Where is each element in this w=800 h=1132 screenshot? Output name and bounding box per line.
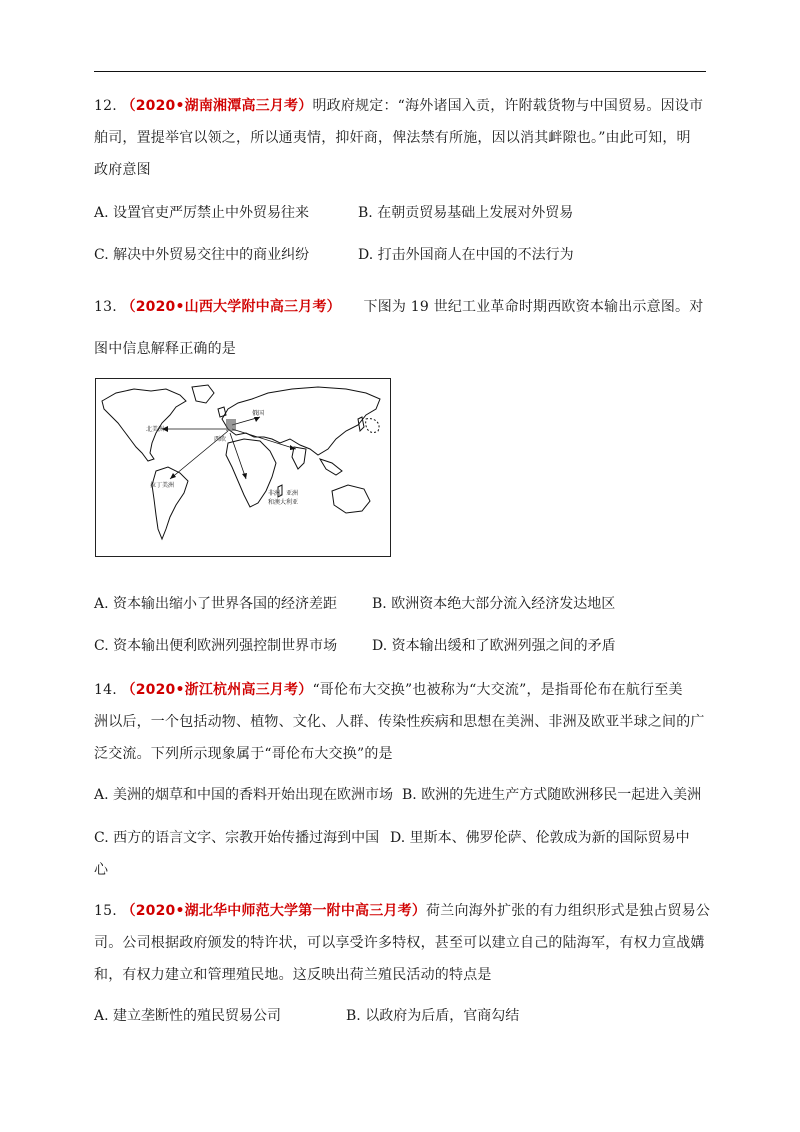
q13-option-c[interactable]: C. 资本输出便利欧洲列强控制世界市场 (94, 638, 338, 654)
uk-outline (218, 407, 226, 417)
q12-stem-line-1 (94, 96, 703, 116)
q12-option-a[interactable]: A. 设置官吏严厉禁止中外贸易往来 (94, 205, 310, 221)
q14-source: （2020•浙江杭州高三月考） (121, 682, 313, 698)
q14-stem-line-2: 洲以后，一个包括动物、植物、文化、人群、传染性疾病和思想在美洲、非洲及欧亚半球之间的广 (94, 714, 705, 730)
greenland-outline (192, 385, 214, 403)
map-label-latin-america: 拉丁美洲 (150, 482, 175, 489)
se-asia-outline (320, 459, 342, 475)
q13-option-d[interactable]: D. 资本输出缓和了欧洲列强之间的矛盾 (372, 638, 616, 654)
header-rule (94, 71, 706, 72)
q13-option-b[interactable]: B. 欧洲资本绝大部分流入经济发达地区 (372, 596, 616, 612)
q13-option-a[interactable]: A. 资本输出缩小了世界各国的经济差距 (94, 596, 338, 612)
arrowhead-africa (242, 473, 247, 479)
q14-option-d-continued: 心 (94, 862, 108, 878)
arrow-to-asia (232, 429, 296, 449)
dashed-region (366, 419, 379, 433)
q12-text-1: 明政府规定：“海外诸国入贡，许附载货物与中国贸易。因设市 (312, 98, 704, 114)
q15-source: （2020•湖北华中师范大学第一附中高三月考） (121, 903, 427, 919)
q13-stem-line-1 (94, 297, 703, 317)
map-label-europe: 西欧 (214, 436, 227, 443)
q12-option-d[interactable]: D. 打击外国商人在中国的不法行为 (358, 247, 574, 263)
south-america-outline (152, 467, 188, 539)
map-label-north-america: 北美洲 (146, 426, 165, 433)
australia-outline (332, 485, 370, 513)
q12-stem-line-2: 舶司，置提举官以领之，所以通夷情，抑奸商，俾法禁有所施，因以消其衅隙也。”由此可知，明 (94, 130, 691, 146)
q12-option-b[interactable]: B. 在朝贡贸易基础上发展对外贸易 (358, 205, 574, 221)
q13-source: （2020•山西大学附中高三月考） (121, 299, 341, 315)
q15-stem-line-3: 和，有权力建立和管理殖民地。这反映出荷兰殖民活动的特点是 (94, 967, 492, 983)
q14-option-a[interactable]: A. 美洲的烟草和中国的香料开始出现在欧洲市场 (94, 787, 394, 803)
q14-option-b[interactable]: B. 欧洲的先进生产方式随欧洲移民一起进入美洲 (402, 787, 702, 803)
world-map-svg (96, 379, 390, 556)
q14-text-1: “哥伦布大交换”也被称为“大交流”，是指哥伦布在航行至美 (312, 682, 683, 698)
q12-stem-line-3: 政府意图 (94, 162, 151, 178)
arrow-to-africa (230, 433, 246, 479)
q13-number: 13. (94, 299, 117, 315)
map-label-russia: 俄国 (252, 410, 265, 417)
arrowhead-russia (254, 417, 260, 422)
q15-number: 15. (94, 903, 117, 919)
q15-stem-line-2: 司。公司根据政府颁发的特许状，可以享受许多特权，甚至可以建立自己的陆海军，有权力宣战媾 (94, 935, 705, 951)
q12-source: （2020•湖南湘潭高三月考） (121, 98, 313, 114)
q13-text-1: 下图为 19 世纪工业革命时期西欧资本输出示意图。对 (363, 299, 704, 315)
q14-number: 14. (94, 682, 117, 698)
q12-option-c[interactable]: C. 解决中外贸易交往中的商业纠纷 (94, 247, 310, 263)
western-europe-hatch (226, 419, 236, 431)
north-america-outline (102, 389, 186, 461)
q14-stem-line-1 (94, 680, 683, 700)
q15-option-b[interactable]: B. 以政府为后盾，官商勾结 (346, 1008, 520, 1024)
arrowhead-latin-america (170, 473, 176, 479)
q15-stem-line-1 (94, 901, 710, 921)
q14-option-c[interactable]: C. 西方的语言文字、宗教开始传播过海到中国 (94, 830, 380, 846)
map-label-oceania: 和澳大利亚 (268, 499, 299, 506)
q15-text-1: 荷兰向海外扩张的有力组织形式是独占贸易公 (426, 903, 711, 919)
map-label-africa-asia: 非洲、亚洲 (268, 490, 299, 497)
capital-export-map (95, 378, 391, 557)
q14-option-d[interactable]: D. 里斯本、佛罗伦萨、伦敦成为新的国际贸易中 (390, 830, 690, 846)
q13-stem-line-2: 图中信息解释正确的是 (94, 341, 236, 357)
q14-stem-line-3: 泛交流。下列所示现象属于“哥伦布大交换”的是 (94, 746, 393, 762)
q12-number: 12. (94, 98, 117, 114)
india-outline (292, 447, 306, 469)
q15-option-a[interactable]: A. 建立垄断性的殖民贸易公司 (94, 1008, 282, 1024)
